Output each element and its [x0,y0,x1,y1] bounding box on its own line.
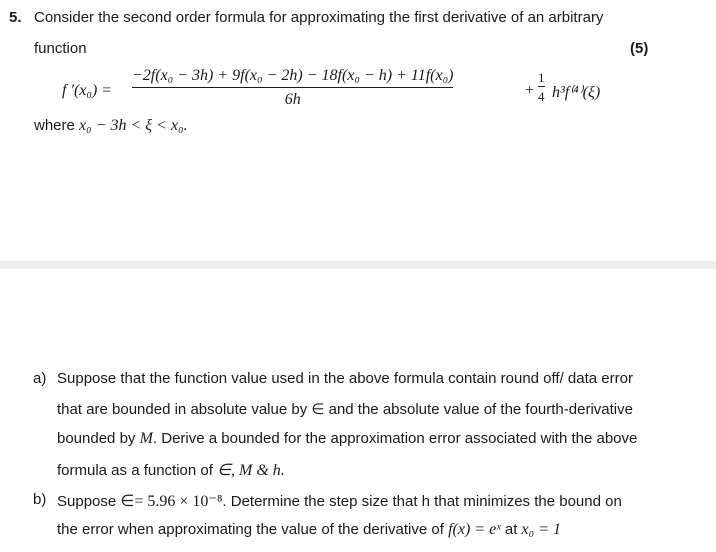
part-b-line2-pre: the error when approximating the value of the derivative of [57,521,449,538]
formula-coef-den: 4 [538,89,545,104]
m-symbol: M [139,430,153,447]
part-a-line2-post: and the absolute value of the fourth-derivative [324,401,633,418]
part-a-line3-pre: bounded by [57,430,140,447]
epsilon-value: ∈= 5.96 × 10⁻⁸ [120,493,223,510]
part-a-variables: ∈, M & h. [217,462,285,479]
part-b-line1 [57,491,622,511]
part-b-label: b) [33,491,47,508]
part-a-line2 [57,400,633,418]
formula-error-term: h³f⁽⁴⁾(ξ) [552,84,601,101]
formula-numerator: −2f(x₀ − 3h) + 9f(x₀ − 2h) − 18f(x₀ − h) + 11f(x₀) [132,67,454,84]
part-b-line2 [57,521,561,539]
formula-coef-num: 1 [538,70,545,85]
formula-denominator: 6h [284,91,301,108]
part-a-line1: Suppose that the function value used in the above formula contain round off/ data error [57,370,633,387]
question-text-line2: function [34,40,87,57]
part-a-line2-pre: that are bounded in absolute value by [57,401,312,418]
part-b-at: at [500,521,522,538]
question-number: 5. [9,9,22,26]
formula-main-fraction [132,66,453,110]
where-line [34,117,188,135]
formula-coefficient-fraction [538,70,545,104]
fraction-bar [132,87,453,88]
question-marks: (5) [630,40,649,57]
part-a-line4-pre: formula as a function of [57,462,218,479]
evaluation-point: x₀ = 1 [521,521,562,538]
part-a-label: a) [33,370,47,387]
part-b-line1-post: . Determine the step size that h that minimizes the bound on [222,493,622,510]
coef-fraction-bar [538,86,545,87]
section-divider [0,261,716,269]
part-a-line4 [57,460,285,480]
formula-lhs: f ′(x₀) = [62,82,113,99]
where-condition: x₀ − 3h < ξ < x₀. [79,117,188,134]
function-definition: f(x) = eˣ [448,521,501,538]
part-a-line3-post: . Derive a bounded for the approximation error associated with the above [152,430,638,447]
where-prefix: where [34,117,80,134]
formula-plus: + [525,82,535,99]
part-a-line3 [57,430,637,448]
part-b-line1-pre: Suppose [57,493,121,510]
question-text-line1: Consider the second order formula for approximating the first derivative of an arbitrary [34,9,604,26]
epsilon-symbol: ∈ [311,401,325,418]
